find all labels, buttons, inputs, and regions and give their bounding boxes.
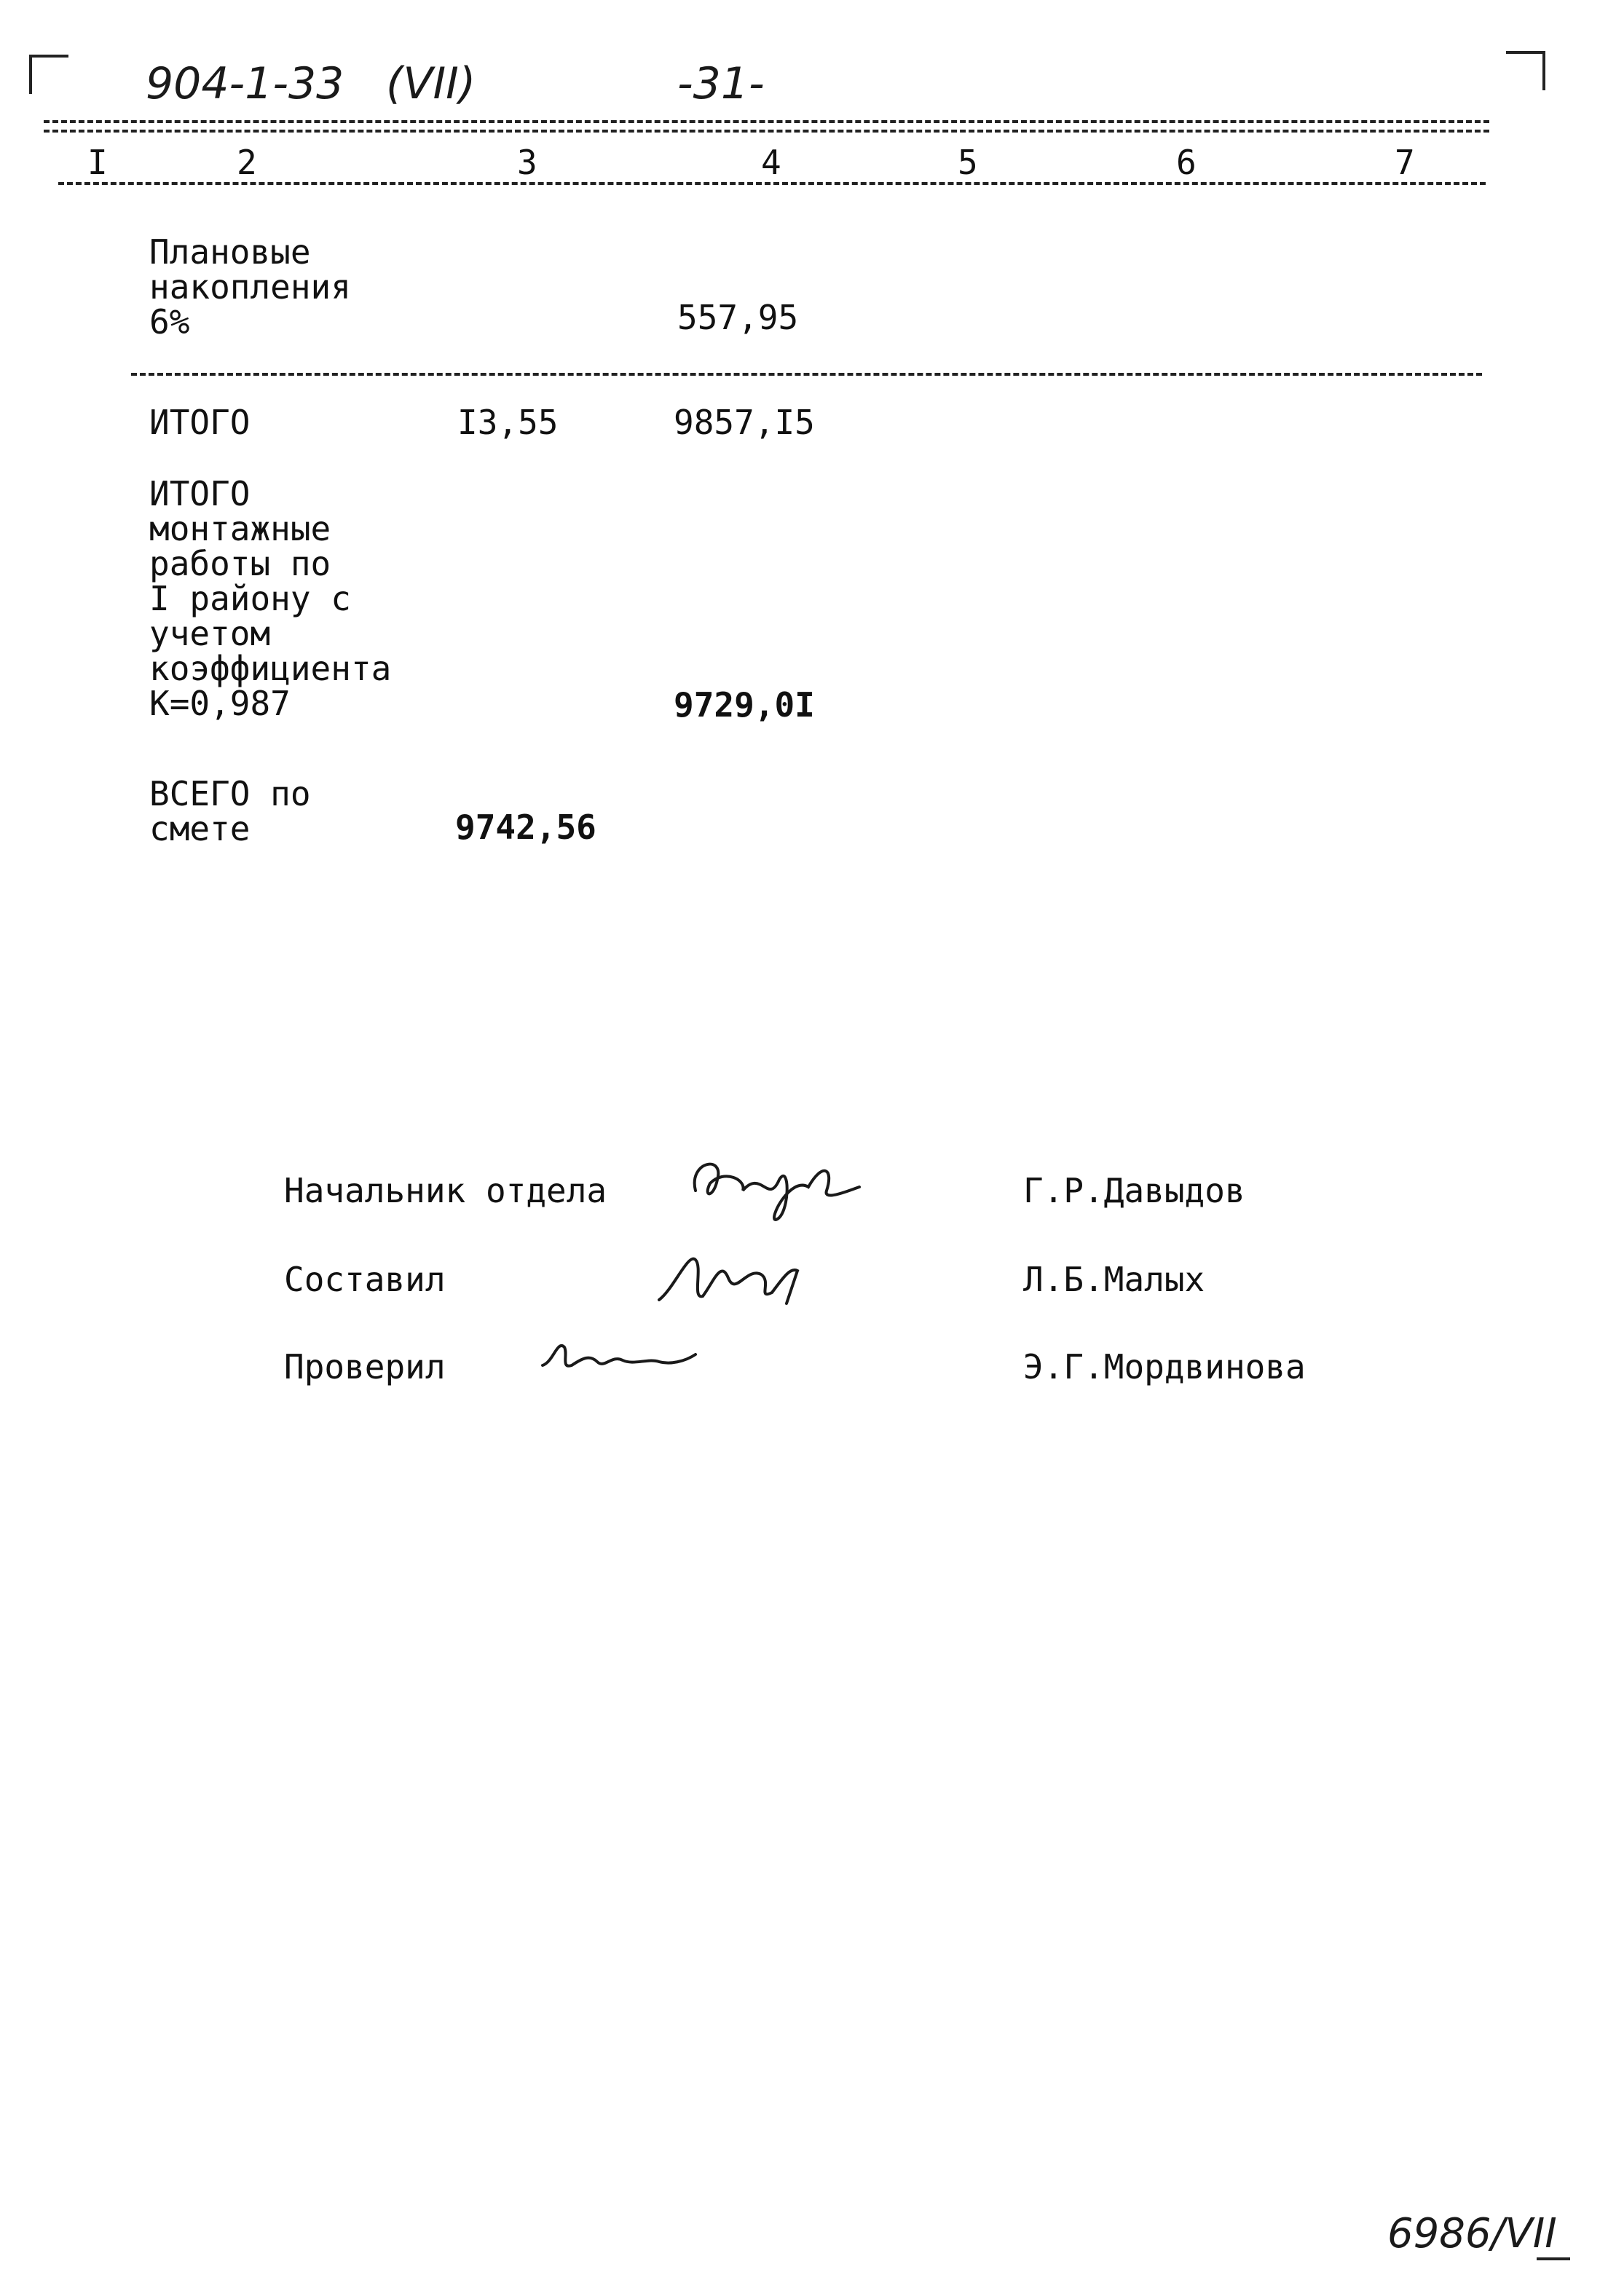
row-label-planned-savings: Плановые накопления 6% bbox=[149, 232, 351, 342]
column-number-6: 6 bbox=[1176, 143, 1197, 182]
row-label-grand-total: ВСЕГО по смете bbox=[149, 774, 311, 848]
row-col3-grand-total: 9742,56 bbox=[455, 808, 596, 847]
signature-role-checked: Проверил bbox=[284, 1347, 446, 1386]
column-number-7: 7 bbox=[1395, 143, 1415, 182]
signature-role-compiled: Составил bbox=[284, 1260, 446, 1299]
handwritten-signature-compiled bbox=[652, 1238, 827, 1314]
signature-compiled-icon bbox=[652, 1238, 827, 1311]
corner-mark-top-right bbox=[1506, 51, 1545, 90]
subtotal-rule bbox=[131, 373, 1482, 376]
signature-head-icon bbox=[681, 1147, 870, 1227]
row-value-planned-savings: 557,95 bbox=[677, 298, 799, 337]
footer-inventory-number: 6986/VII bbox=[1387, 2210, 1557, 2257]
signature-name-checked: Э.Г.Мордвинова bbox=[1023, 1347, 1306, 1386]
footer-underline bbox=[1537, 2257, 1570, 2260]
row-value-total: 9857,I5 bbox=[674, 403, 815, 442]
row-label-total: ИТОГО bbox=[149, 403, 251, 442]
document-code: 904-1-33 bbox=[146, 58, 344, 109]
column-header-rule bbox=[58, 182, 1486, 185]
row-col3-total: I3,55 bbox=[457, 403, 559, 442]
column-number-3: 3 bbox=[517, 143, 537, 182]
column-number-2: 2 bbox=[237, 143, 257, 182]
handwritten-signature-head bbox=[681, 1147, 870, 1240]
signature-checked-icon bbox=[539, 1333, 699, 1384]
row-label-installation-total: ИТОГО монтажные работы по I району с учетом коэффициента К=0,987 bbox=[149, 474, 392, 723]
column-number-5: 5 bbox=[958, 143, 978, 182]
page-number: -31- bbox=[677, 58, 765, 109]
signature-name-compiled: Л.Б.Малых bbox=[1023, 1260, 1205, 1299]
column-number-4: 4 bbox=[761, 143, 781, 182]
header-rule-top bbox=[44, 120, 1489, 123]
row-value-installation-total: 9729,0I bbox=[674, 685, 815, 725]
handwritten-signature-checked bbox=[539, 1333, 699, 1386]
column-number-1: I bbox=[87, 143, 108, 182]
corner-mark-top-left bbox=[29, 55, 68, 94]
document-part: (VII) bbox=[386, 58, 476, 109]
signature-role-head: Начальник отдела bbox=[284, 1171, 607, 1210]
signature-name-head: Г.Р.Давыдов bbox=[1023, 1171, 1245, 1210]
header-rule-top-2 bbox=[44, 130, 1489, 133]
